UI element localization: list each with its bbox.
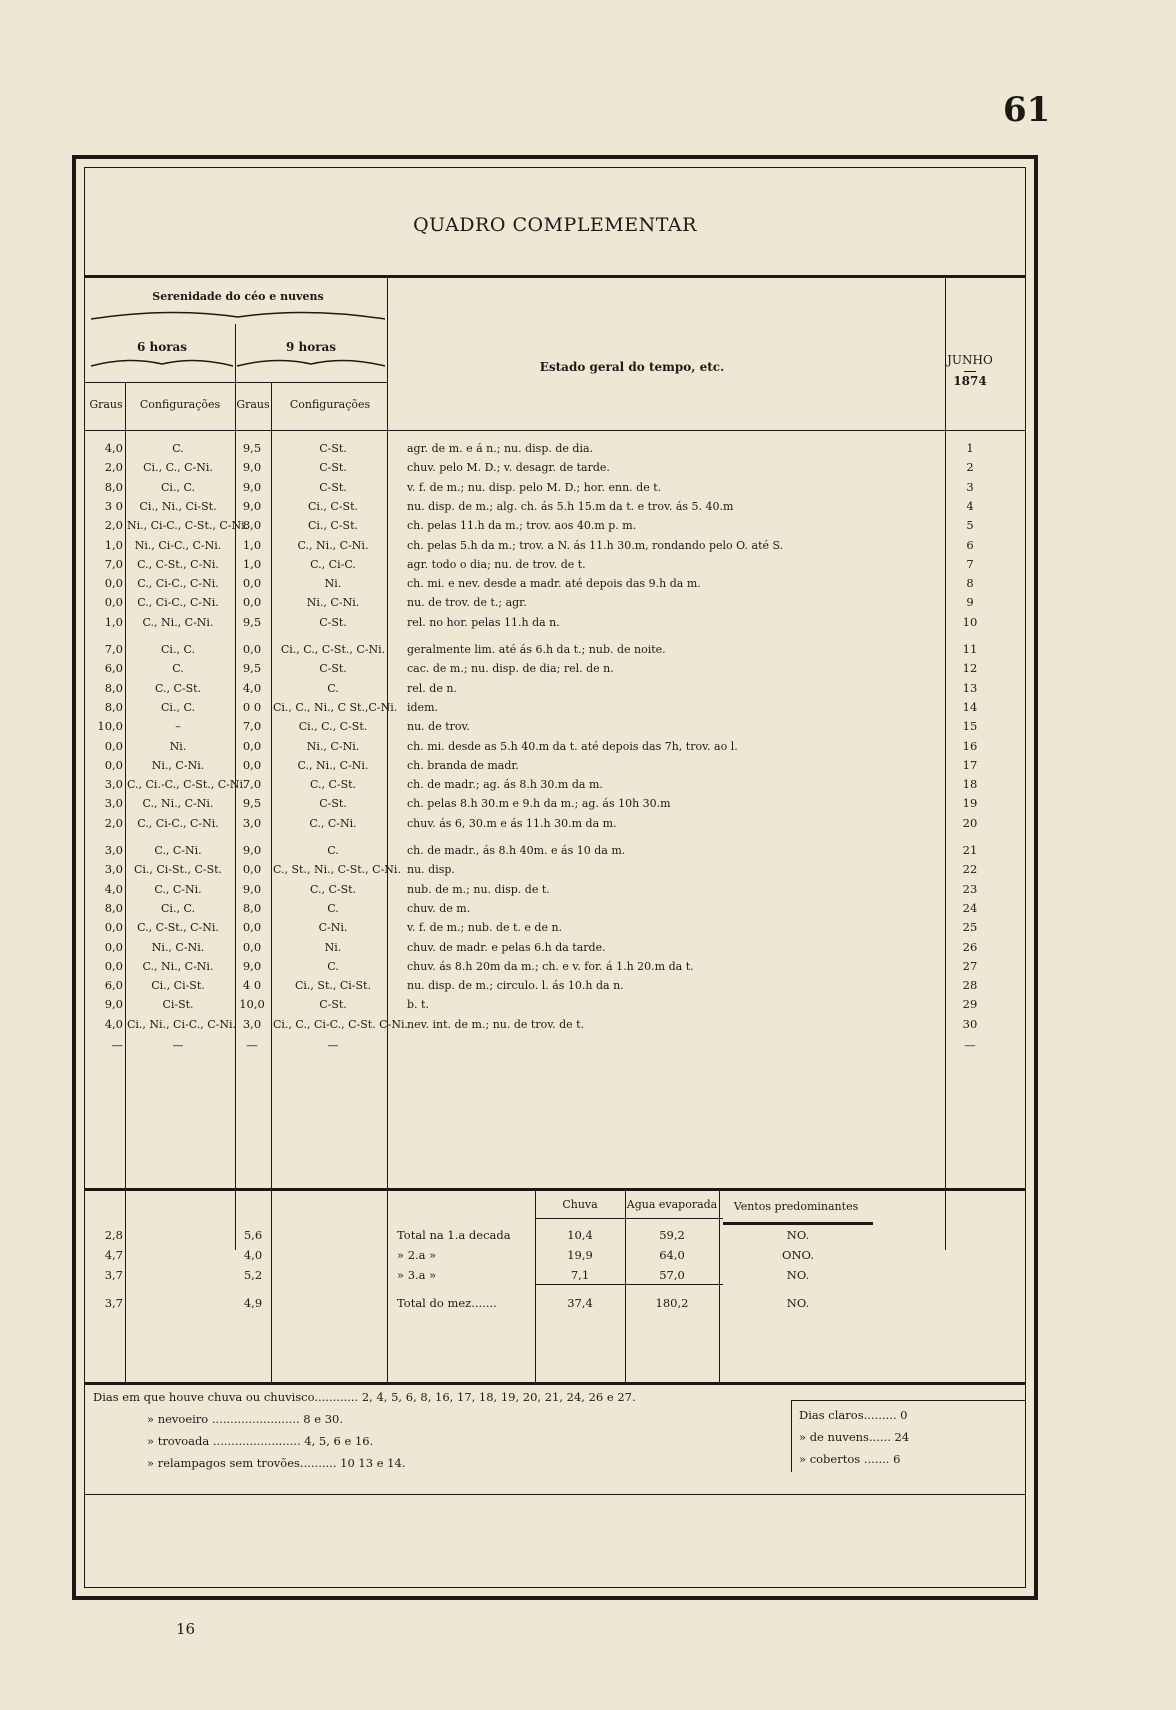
sum-divider-label <box>387 1190 388 1382</box>
estado-tempo: idem. <box>407 700 438 714</box>
summary-vento: NO. <box>786 1268 810 1282</box>
table-row <box>85 813 987 834</box>
config-9h: C-Ni. <box>318 921 348 935</box>
config-6h: Ci., C. <box>161 643 195 656</box>
summary-row <box>85 1264 987 1286</box>
footer-line-relampagos: » relampagos sem trovões.......... 10 13 e 14. <box>147 1456 406 1470</box>
graus-9h: 8,0 <box>242 518 262 533</box>
footer-claros: Dias claros......... 0 <box>799 1408 908 1422</box>
header-graus-9: Graus <box>236 398 270 411</box>
config-6h: Ni. <box>169 739 187 753</box>
summary-top-rule <box>85 1188 1025 1191</box>
config-6h: C., C-St., C-Ni. <box>137 921 219 935</box>
footer-top-rule <box>85 1382 1025 1385</box>
config-9h: C-St. <box>319 797 347 811</box>
graus-6h: 0,0 <box>104 576 123 591</box>
header-config-6: Configurações <box>139 398 221 411</box>
estado-tempo: ch. pelas 11.h da m.; trov. aos 40.m p. m. <box>407 519 637 533</box>
summary-row <box>85 1224 987 1246</box>
table-row <box>85 755 987 776</box>
estado-tempo: ch. branda de madr. <box>407 758 519 772</box>
graus-6h: 2,0 <box>104 518 123 533</box>
graus-9h: 3,0 <box>242 815 262 830</box>
estado-tempo: b. t. <box>407 998 429 1012</box>
config-6h: C. <box>172 442 184 455</box>
table-row <box>85 535 987 556</box>
graus-9h: 0,0 <box>242 920 262 935</box>
table-row <box>85 736 987 757</box>
table-row <box>85 793 987 814</box>
estado-tempo: nu. disp. <box>407 863 455 877</box>
config-6h: C., Ci-C., C-Ni. <box>137 596 219 610</box>
day-number: 22 <box>962 862 978 877</box>
graus-9h: 3,0 <box>242 1016 262 1031</box>
config-6h: Ci., Ni., Ci-St. <box>139 499 217 513</box>
header-month-rule <box>964 371 976 372</box>
table-row <box>85 1014 987 1035</box>
config-9h: C-St. <box>319 662 347 676</box>
dash-row <box>85 1035 987 1056</box>
graus-6h: 0,0 <box>104 958 123 973</box>
table-row <box>85 774 987 795</box>
estado-tempo: nu. de trov. de t.; agr. <box>407 596 527 610</box>
config-9h: Ci., C-St. <box>307 519 358 533</box>
graus-9h: 9,0 <box>242 479 262 494</box>
config-9h: Ci., C., C-St. <box>298 720 368 734</box>
day-number: 2 <box>966 460 974 475</box>
config-9h: C-St. <box>319 442 347 455</box>
summary-vento: NO. <box>786 1296 810 1310</box>
summary-graus-9h: 5,2 <box>243 1268 263 1282</box>
graus-6h: 3,0 <box>104 777 123 792</box>
table-row <box>85 658 987 679</box>
dash-graus-9: — <box>246 1038 258 1052</box>
table-row <box>85 678 987 699</box>
graus-9h: 9,0 <box>242 498 262 513</box>
estado-tempo: nu. disp. de m.; circulo. l. ás 10.h da n. <box>407 979 624 993</box>
estado-tempo: nu. disp. de m.; alg. ch. ás 5.h 15.m da t. e trov. ás 5. 40.m <box>407 499 734 513</box>
graus-9h: 4 0 <box>242 978 262 993</box>
day-number: 13 <box>962 680 978 695</box>
graus-9h: 9,5 <box>242 661 262 676</box>
table-row <box>85 592 987 613</box>
day-number: 26 <box>962 939 978 954</box>
graus-9h: 0,0 <box>242 576 262 591</box>
config-9h: C-St. <box>319 480 347 494</box>
graus-6h: 4,0 <box>104 441 123 455</box>
config-9h: Ni., C-Ni. <box>306 739 360 753</box>
day-number: 9 <box>966 595 974 610</box>
summary-graus-6h: 2,8 <box>104 1228 123 1242</box>
config-9h: C. <box>327 959 339 973</box>
header-sub-rule <box>85 382 387 383</box>
graus-9h: 1,0 <box>242 556 262 571</box>
summary-agua: 57,0 <box>659 1268 685 1282</box>
estado-tempo: chuv. de madr. e pelas 6.h da tarde. <box>407 940 606 954</box>
summary-agua: 180,2 <box>655 1296 689 1310</box>
table-row <box>85 612 987 633</box>
config-6h: Ci., Ni., Ci-C., C-Ni. <box>127 1017 236 1031</box>
config-6h: Ci-St. <box>162 998 194 1012</box>
estado-tempo: agr. todo o dia; nu. de trov. de t. <box>407 557 586 571</box>
config-9h: Ci., C., C-St., C-Ni. <box>280 643 386 656</box>
summary-chuva: 7,1 <box>570 1268 590 1282</box>
graus-6h: 3 0 <box>104 498 123 513</box>
config-6h: Ci., C. <box>161 700 195 714</box>
summary-agua: 64,0 <box>659 1248 685 1262</box>
table-row <box>85 477 987 498</box>
graus-9h: 0,0 <box>242 595 262 610</box>
config-9h: C-St. <box>319 615 347 629</box>
graus-9h: 0,0 <box>242 642 262 656</box>
header-brace-9h <box>235 354 387 368</box>
graus-6h: 0,0 <box>104 757 123 772</box>
graus-6h: 3,0 <box>104 843 123 857</box>
table-row <box>85 457 987 478</box>
config-6h: Ni., C-Ni. <box>151 758 205 772</box>
graus-9h: 9,0 <box>242 843 262 857</box>
day-number: 21 <box>962 843 978 857</box>
day-number: 30 <box>962 1016 978 1031</box>
graus-6h: 6,0 <box>104 661 123 676</box>
table-row <box>85 697 987 718</box>
dash-day: — <box>964 1038 976 1052</box>
graus-9h: 0,0 <box>242 939 262 954</box>
config-6h: Ci., Ci-St., C-St. <box>133 863 223 877</box>
footer-line-nevoeiro: » nevoeiro ........................ 8 e 30. <box>147 1412 343 1426</box>
graus-6h: 7,0 <box>104 642 123 656</box>
config-6h: Ci., C. <box>161 901 195 915</box>
graus-9h: 9,5 <box>242 796 262 811</box>
day-number: 25 <box>962 920 978 935</box>
graus-9h: 7,0 <box>242 777 262 792</box>
header-graus-6: Graus <box>89 398 123 411</box>
graus-9h: 9,5 <box>242 441 262 455</box>
graus-6h: 9,0 <box>104 997 123 1012</box>
footer-bottom-rule <box>85 1494 1025 1495</box>
table-row <box>85 937 987 958</box>
summary-vento: ONO. <box>782 1248 814 1262</box>
config-9h: C., St., Ni., C-St., C-Ni. <box>273 863 401 877</box>
page-number: 61 <box>1003 90 1051 130</box>
day-number: 29 <box>962 997 978 1012</box>
footer-cobertos: » cobertos ....... 6 <box>799 1452 901 1466</box>
day-number: 6 <box>966 537 974 552</box>
estado-tempo: ch. mi. desde as 5.h 40.m da t. até depois das 7h, trov. ao l. <box>407 739 738 753</box>
graus-9h: 7,0 <box>242 719 262 734</box>
graus-6h: 3,0 <box>104 862 123 877</box>
summary-row <box>85 1244 987 1266</box>
graus-6h: 6,0 <box>104 978 123 993</box>
config-6h: C., C-Ni. <box>154 844 202 857</box>
day-number: 19 <box>962 796 978 811</box>
summary-chuva: 10,4 <box>567 1228 593 1242</box>
config-9h: Ni., C-Ni. <box>306 596 360 610</box>
config-6h: C., Ci-C., C-Ni. <box>137 577 219 591</box>
graus-6h: 10,0 <box>97 719 123 734</box>
config-6h: C., Ni., C-Ni. <box>142 797 214 811</box>
summary-label: » 2.a » <box>397 1248 437 1262</box>
estado-tempo: nub. de m.; nu. disp. de t. <box>407 882 550 896</box>
table-row <box>85 716 987 737</box>
footer-divider <box>791 1400 792 1472</box>
estado-tempo: chuv. ás 8.h 20m da m.; ch. e v. for. á 1.h 20.m da t. <box>407 959 694 973</box>
config-9h: C-St. <box>319 998 347 1012</box>
config-9h: Ci., St., Ci-St. <box>295 979 371 993</box>
graus-6h: 0,0 <box>104 738 123 753</box>
graus-9h: 9,0 <box>242 460 262 475</box>
graus-6h: 4,0 <box>104 881 123 896</box>
graus-6h: 8,0 <box>104 900 123 915</box>
summary-header-agua: Agua evaporada <box>626 1198 718 1211</box>
graus-9h: 0,0 <box>242 738 262 753</box>
summary-header-rule <box>535 1218 723 1219</box>
graus-6h: 1,0 <box>104 614 123 629</box>
table-row <box>85 917 987 938</box>
config-9h: C., C-St. <box>309 882 357 896</box>
summary-chuva: 37,4 <box>567 1296 593 1310</box>
graus-6h: 0,0 <box>104 595 123 610</box>
header-estado: Estado geral do tempo, etc. <box>539 360 725 374</box>
config-9h: C., C-St. <box>309 778 357 792</box>
day-number: 16 <box>962 738 978 753</box>
summary-header-chuva: Chuva <box>562 1198 598 1211</box>
header-group: Serenidade do céo e nuvens <box>152 290 324 303</box>
graus-9h: 1,0 <box>242 537 262 552</box>
day-number: 4 <box>966 498 974 513</box>
dash-config-9: — <box>327 1039 339 1052</box>
config-9h: C., C-Ni. <box>309 816 357 830</box>
day-number: 3 <box>966 479 974 494</box>
estado-tempo: nev. int. de m.; nu. de trov. de t. <box>407 1017 585 1031</box>
table-row <box>85 840 987 861</box>
table-row <box>85 639 987 660</box>
summary-graus-6h: 3,7 <box>104 1268 123 1282</box>
summary-agua: 59,2 <box>659 1228 685 1242</box>
config-6h: C., Ni., C-Ni. <box>142 959 214 973</box>
config-9h: C. <box>327 901 339 915</box>
estado-tempo: chuv. ás 6, 30.m e ás 11.h 30.m da m. <box>407 816 617 830</box>
day-number: 8 <box>966 576 974 591</box>
footer-line-trovoada: » trovoada ........................ 4, 5, 6 e 16. <box>147 1434 374 1448</box>
day-number: 5 <box>966 518 974 533</box>
day-number: 14 <box>962 699 978 714</box>
config-9h: C-St. <box>319 461 347 475</box>
config-6h: C. <box>172 662 184 676</box>
graus-6h: 0,0 <box>104 920 123 935</box>
header-brace <box>89 305 387 321</box>
graus-6h: 8,0 <box>104 699 123 714</box>
day-number: 20 <box>962 815 978 830</box>
table-row <box>85 994 987 1015</box>
config-9h: C. <box>327 681 339 695</box>
config-9h: C., Ni., C-Ni. <box>297 538 369 552</box>
table-row <box>85 879 987 900</box>
summary-chuva: 19,9 <box>567 1248 593 1262</box>
summary-row <box>85 1292 987 1314</box>
estado-tempo: v. f. de m.; nu. disp. pelo M. D.; hor. enn. de t. <box>407 480 662 494</box>
header-brace-6h <box>89 354 235 368</box>
dash-graus-6: — <box>111 1038 123 1052</box>
day-number: 24 <box>962 900 978 915</box>
dash-config-6: — <box>172 1039 184 1052</box>
graus-9h: 4,0 <box>242 680 262 695</box>
day-number: 18 <box>962 777 978 792</box>
day-number: 17 <box>962 757 978 772</box>
estado-tempo: ch. pelas 8.h 30.m e 9.h da m.; ag. ás 10h 30.m <box>407 797 671 811</box>
graus-6h: 7,0 <box>104 556 123 571</box>
footer-line-chuva: Dias em que houve chuva ou chuvisco............ 2, 4, 5, 6, 8, 16, 17, 18, 19, 20, 21, 24, 26 e 27. <box>93 1390 636 1404</box>
graus-6h: 3,0 <box>104 796 123 811</box>
table-row <box>85 859 987 880</box>
config-9h: Ci., C., Ci-C., C-St. C-Ni. <box>273 1017 408 1031</box>
table-row <box>85 898 987 919</box>
day-number: 10 <box>962 614 978 629</box>
estado-tempo: geralmente lim. até ás 6.h da t.; nub. de noite. <box>407 643 666 656</box>
graus-9h: 9,0 <box>242 881 262 896</box>
estado-tempo: agr. de m. e á n.; nu. disp. de dia. <box>407 442 594 455</box>
summary-graus-9h: 5,6 <box>243 1228 263 1242</box>
config-9h: Ci., C-St. <box>307 499 358 513</box>
summary-graus-6h: 4,7 <box>104 1248 123 1262</box>
config-6h: C., Ci.-C., C-St., C-Ni. <box>127 778 247 792</box>
config-6h: Ci., C. <box>161 480 195 494</box>
config-6h: Ci., C., C-Ni. <box>143 461 213 475</box>
table-row <box>85 496 987 517</box>
estado-tempo: ch. de madr.; ag. ás 8.h 30.m da m. <box>407 778 603 792</box>
table-row <box>85 573 987 594</box>
estado-tempo: ch. pelas 5.h da m.; trov. a N. ás 11.h 30.m, rondando pelo O. até S. <box>407 538 784 552</box>
graus-6h: 8,0 <box>104 479 123 494</box>
graus-6h: 1,0 <box>104 537 123 552</box>
estado-tempo: chuv. pelo M. D.; v. desagr. de tarde. <box>407 461 610 475</box>
config-6h: C., C-St., C-Ni. <box>137 557 219 571</box>
day-number: 27 <box>962 958 978 973</box>
summary-label: Total na 1.a decada <box>397 1228 511 1242</box>
bottom-page-marker: 16 <box>176 1620 196 1638</box>
summary-header-ventos: Ventos predominantes <box>733 1200 859 1213</box>
day-number: 23 <box>962 881 978 896</box>
graus-6h: 4,0 <box>104 1016 123 1031</box>
estado-tempo: chuv. de m. <box>407 901 471 915</box>
graus-9h: 9,0 <box>242 958 262 973</box>
table-row <box>85 956 987 977</box>
header-year: 1874 <box>953 374 987 388</box>
footer-nuvens: » de nuvens...... 24 <box>799 1430 910 1444</box>
day-number: 12 <box>962 661 978 676</box>
estado-tempo: v. f. de m.; nub. de t. e de n. <box>407 921 563 935</box>
config-6h: Ni., C-Ni. <box>151 940 205 954</box>
graus-9h: 8,0 <box>242 900 262 915</box>
header-config-9: Configurações <box>289 398 371 411</box>
graus-6h: 2,0 <box>104 815 123 830</box>
header-bottom-rule <box>85 430 1025 431</box>
day-number: 1 <box>966 441 974 455</box>
config-9h: C., Ni., C-Ni. <box>297 758 369 772</box>
estado-tempo: ch. mi. e nev. desde a madr. até depois das 9.h da m. <box>407 577 701 591</box>
table-row <box>85 554 987 575</box>
summary-graus-9h: 4,9 <box>243 1296 263 1310</box>
header-9h: 9 horas <box>285 340 337 354</box>
header-month: JUNHO <box>947 353 993 367</box>
graus-6h: 0,0 <box>104 939 123 954</box>
estado-tempo: rel. de n. <box>407 681 457 695</box>
header-6h: 6 horas <box>136 340 188 354</box>
day-number: 15 <box>962 719 978 734</box>
summary-graus-6h: 3,7 <box>104 1296 123 1310</box>
day-number: 7 <box>966 556 974 571</box>
table-frame <box>72 155 1038 1600</box>
config-6h: – <box>175 720 181 734</box>
estado-tempo: cac. de m.; nu. disp. de dia; rel. de n. <box>407 662 614 676</box>
table-row <box>85 975 987 996</box>
config-6h: Ci., Ci-St. <box>151 979 205 993</box>
table-frame-inner <box>84 167 1026 1588</box>
header-top-rule <box>85 275 1025 278</box>
day-number: 11 <box>962 642 978 656</box>
config-9h: C. <box>327 844 339 857</box>
summary-label: » 3.a » <box>397 1268 437 1282</box>
estado-tempo: ch. de madr., ás 8.h 40m. e ás 10 da m. <box>407 844 626 857</box>
table-row <box>85 515 987 536</box>
estado-tempo: rel. no hor. pelas 11.h da n. <box>407 615 560 629</box>
config-6h: Ni., Ci-C., C-Ni. <box>134 538 222 552</box>
graus-6h: 2,0 <box>104 460 123 475</box>
graus-6h: 8,0 <box>104 680 123 695</box>
config-9h: C., Ci-C. <box>310 557 356 571</box>
config-9h: Ni. <box>324 940 342 954</box>
config-6h: Ni., Ci-C., C-St., C-Ni. <box>127 519 249 533</box>
config-6h: C., Ci-C., C-Ni. <box>137 816 219 830</box>
graus-9h: 9,5 <box>242 614 262 629</box>
graus-9h: 10,0 <box>239 997 265 1012</box>
summary-subtotal-rule <box>535 1284 723 1285</box>
graus-9h: 0 0 <box>242 699 262 714</box>
page-title: QUADRO COMPLEMENTAR <box>413 214 697 236</box>
summary-graus-9h: 4,0 <box>243 1248 263 1262</box>
config-6h: C., C-Ni. <box>154 882 202 896</box>
config-9h: Ci., C., Ni., C St.,C-Ni. <box>273 700 398 714</box>
config-6h: C., Ni., C-Ni. <box>142 615 214 629</box>
summary-vento: NO. <box>786 1228 810 1242</box>
config-6h: C., C-St. <box>154 681 202 695</box>
table-row <box>85 438 987 459</box>
estado-tempo: nu. de trov. <box>407 720 470 734</box>
summary-label: Total do mez....... <box>397 1296 497 1310</box>
graus-9h: 0,0 <box>242 862 262 877</box>
day-number: 28 <box>962 978 978 993</box>
graus-9h: 0,0 <box>242 757 262 772</box>
footer-box-top <box>791 1400 1025 1401</box>
config-9h: Ni. <box>324 577 342 591</box>
